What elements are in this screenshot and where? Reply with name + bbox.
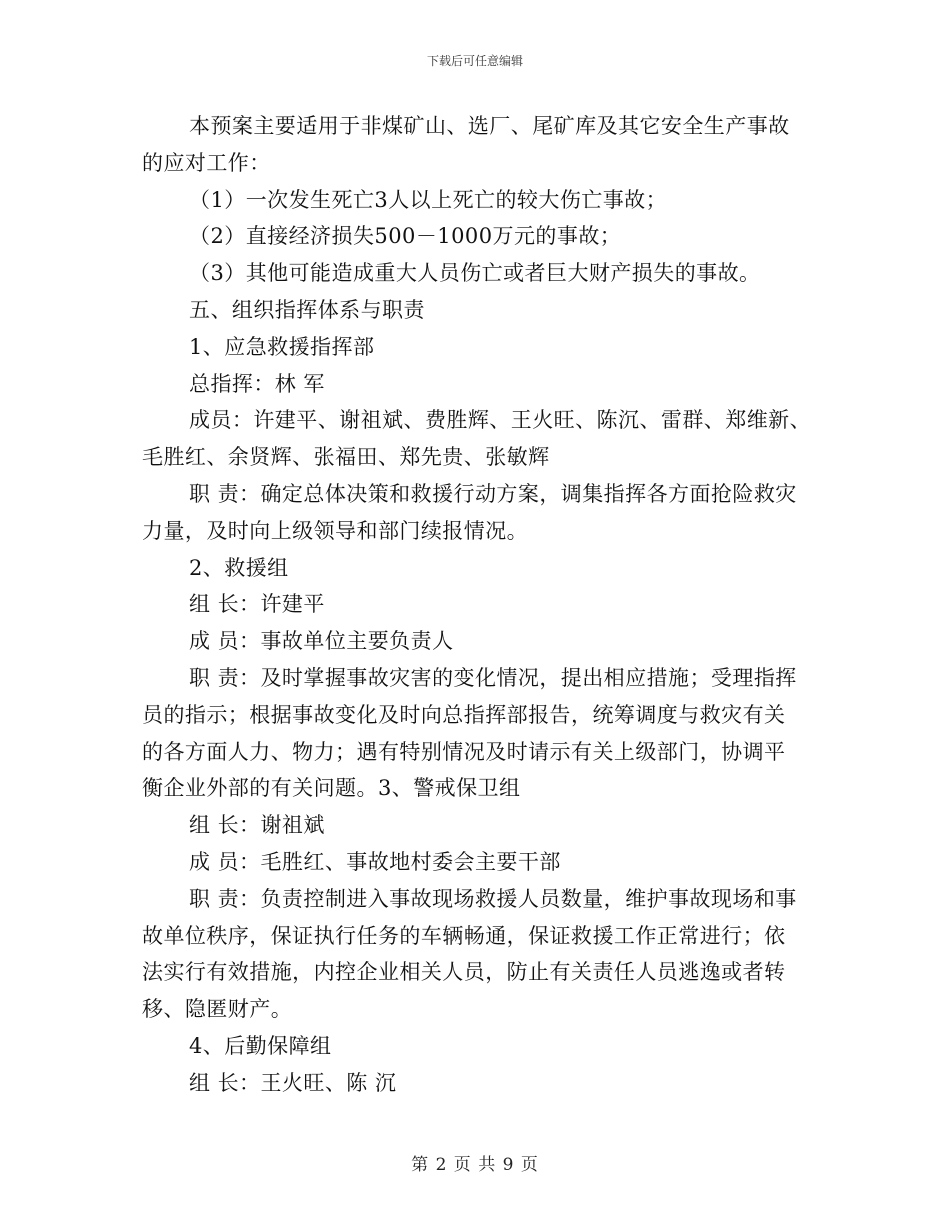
text-line: 的应对工作：: [142, 150, 271, 175]
page-number: 第 2 页 共 9 页: [411, 1155, 539, 1175]
text-line: 职 责：确定总体决策和救援行动方案，调集指挥各方面抢险救灾: [189, 481, 797, 506]
text-line: 组 长：许建平: [189, 592, 325, 617]
page-header: 下载后可任意编辑: [426, 54, 523, 68]
subsection-heading: 1、应急救援指挥部: [189, 334, 375, 359]
text-line: （2）直接经济损失500－1000万元的事故；: [189, 224, 622, 249]
text-line: 成员：许建平、谢祖斌、费胜辉、王火旺、陈沉、雷群、郑维新、: [189, 408, 812, 433]
subsection-heading: 2、救援组: [189, 555, 289, 580]
text-line: 职 责：负责控制进入事故现场救援人员数量，维护事故现场和事: [189, 886, 797, 911]
text-line: 组 长：谢祖斌: [189, 813, 325, 838]
text-line: 职 责：及时掌握事故灾害的变化情况，提出相应措施；受理指挥: [189, 665, 797, 690]
text-line: 总指挥：林 军: [189, 371, 325, 396]
text-line: 的各方面人力、物力；遇有特别情况及时请示有关上级部门，协调平: [142, 739, 786, 764]
subsection-heading: 4、后勤保障组: [189, 1033, 332, 1058]
text-line: 移、隐匿财产。: [142, 997, 293, 1022]
text-line: （1）一次发生死亡3人以上死亡的较大伤亡事故；: [189, 187, 668, 212]
text-line: 本预案主要适用于非煤矿山、选厂、尾矿库及其它安全生产事故: [189, 114, 790, 138]
text-line: 故单位秩序，保证执行任务的车辆畅通，保证救援工作正常进行；依: [142, 923, 786, 948]
text-line: 法实行有效措施，内控企业相关人员，防止有关责任人员逃逸或者转: [142, 960, 786, 985]
document-body: [142, 108, 810, 1102]
text-line: 衡企业外部的有关问题。3、警戒保卫组: [142, 776, 521, 801]
text-line: 员的指示；根据事故变化及时向总指挥部报告，统筹调度与救灾有关: [142, 702, 786, 727]
text-line: 成 员：事故单位主要负责人: [189, 629, 454, 654]
text-line: 毛胜红、余贤辉、张福田、郑先贵、张敏辉: [142, 445, 550, 470]
section-heading: 五、组织指挥体系与职责: [189, 297, 425, 322]
text-line: 力量，及时向上级领导和部门续报情况。: [142, 518, 529, 543]
text-line: 成 员：毛胜红、事故地村委会主要干部: [189, 849, 561, 874]
text-line: （3）其他可能造成重大人员伤亡或者巨大财产损失的事故。: [189, 261, 761, 286]
text-line: 组 长：王火旺、陈 沉: [189, 1070, 397, 1095]
